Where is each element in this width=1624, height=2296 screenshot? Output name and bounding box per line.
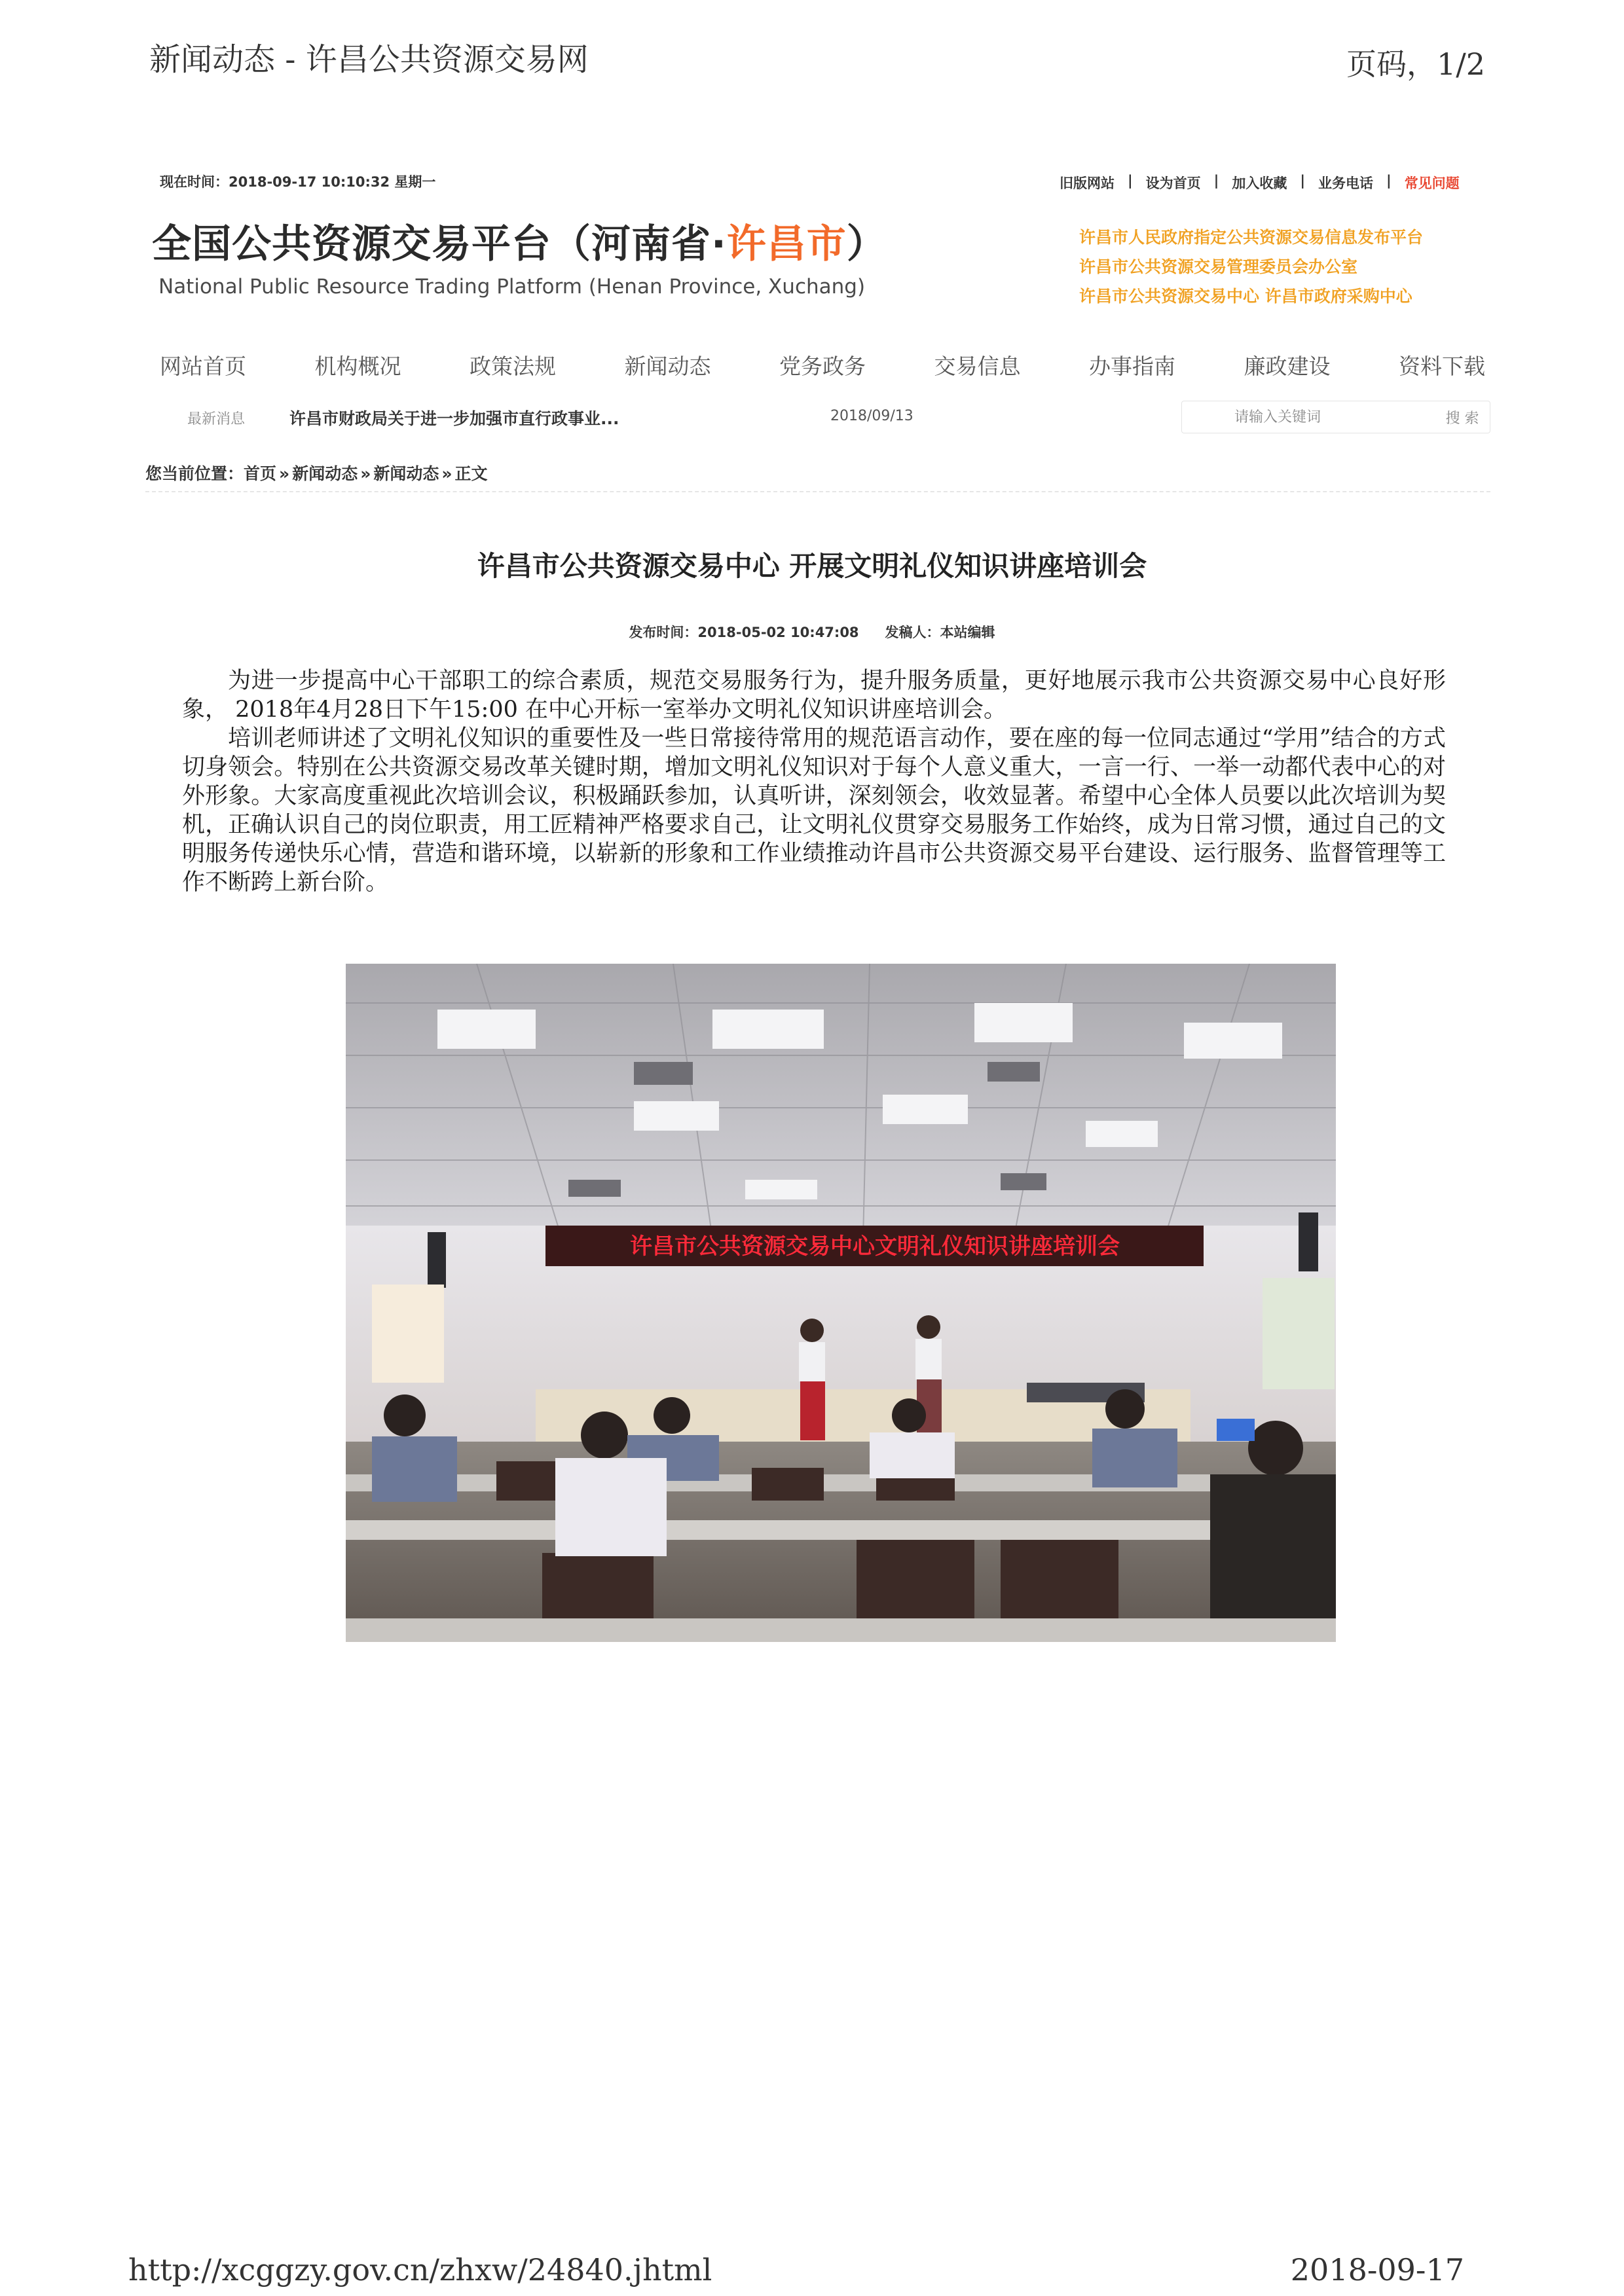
header-note: 许昌市公共资源交易中心 许昌市政府采购中心 [1079,287,1412,306]
article-meta [0,622,1624,642]
nav-item-guide[interactable]: 办事指南 [1089,354,1175,379]
breadcrumb-prefix: 您当前位置： [145,464,244,483]
main-nav [155,346,1490,385]
breadcrumb-separator: » [441,464,452,483]
breadcrumb-news-sub[interactable]: 新闻动态 [373,464,439,483]
site-logo-subtitle: National Public Resource Trading Platform (Henan Province, Xuchang) [158,275,866,299]
search-input[interactable] [1182,401,1435,433]
breadcrumb-current: 正文 [454,464,488,483]
top-link-separator: | [1300,173,1306,189]
latest-news-link[interactable]: 许昌市财政局关于进一步加强市直行政事业... [289,409,619,428]
nav-item-home[interactable]: 网站首页 [160,354,246,379]
search-box [1181,401,1490,433]
nav-item-integrity[interactable]: 廉政建设 [1244,354,1331,379]
breadcrumb [145,461,488,484]
nav-item-news[interactable]: 新闻动态 [624,354,711,379]
article-title: 许昌市公共资源交易中心 开展文明礼仪知识讲座培训会 [477,550,1147,582]
print-footer-url: http://xcggzy.gov.cn/zhxw/24840.jhtml [128,2252,712,2287]
print-footer-date: 2018-09-17 [1290,2252,1464,2287]
header-note: 许昌市公共资源交易管理委员会办公室 [1079,257,1358,276]
article-photo [346,964,1336,1642]
business-phone-link[interactable]: 业务电话 [1318,175,1374,191]
nav-item-policy[interactable]: 政策法规 [470,354,556,379]
training-room-photo [346,964,1336,1642]
current-time: 现在时间：2018-09-17 10:10:32 星期一 [160,174,436,190]
breadcrumb-news[interactable]: 新闻动态 [292,464,358,483]
top-links [1060,173,1485,195]
photo-led-banner: 许昌市公共资源交易中心文明礼仪知识讲座培训会 [630,1233,1120,1260]
breadcrumb-separator: » [279,464,290,483]
site-logo-title[interactable] [152,213,887,269]
article-paragraph: 为进一步提高中心干部职工的综合素质，规范交易服务行为，提升服务质量，更好地展示我市公共资源交易中心良好形象， 2018年4月28日下午15:00 在中心开标一室举办文明礼仪知识讲座培训会。 [182,668,1446,723]
search-button[interactable]: 搜 索 [1435,401,1490,433]
top-link-separator: | [1128,173,1133,189]
logo-title-city: 许昌市 [726,221,847,267]
publish-time: 发布时间：2018-05-02 10:47:08 [629,625,859,640]
old-site-link[interactable]: 旧版网站 [1060,175,1115,191]
print-page-number: 页码，1/2 [1346,46,1485,82]
header-note: 许昌市人民政府指定公共资源交易信息发布平台 [1079,228,1424,247]
breadcrumb-separator: » [360,464,371,483]
nav-item-downloads[interactable]: 资料下载 [1399,354,1485,379]
latest-news-label: 最新消息 [187,411,246,428]
print-header-title: 新闻动态 - 许昌公共资源交易网 [149,41,589,78]
news-ticker [160,399,1490,439]
nav-item-about[interactable]: 机构概况 [314,354,401,379]
breadcrumb-home[interactable]: 首页 [244,464,277,483]
article-author: 发稿人：本站编辑 [885,625,995,640]
header-notes [1079,223,1485,314]
nav-item-trading[interactable]: 交易信息 [934,354,1021,379]
set-homepage-link[interactable]: 设为首页 [1145,175,1201,191]
top-link-separator: | [1213,173,1219,189]
article-body [182,666,1446,897]
latest-news-date: 2018/09/13 [830,408,913,424]
faq-link[interactable]: 常见问题 [1404,175,1460,191]
top-link-separator: | [1386,173,1392,189]
logo-title-main: 全国公共资源交易平台（河南省· [152,221,727,267]
article-paragraph: 培训老师讲述了文明礼仪知识的重要性及一些日常接待常用的规范语言动作，要在座的每一位同志通过“学用”结合的方式切身领会。特别在公共资源交易改革关键时期，增加文明礼仪知识对于每个人意义重大，一言一行、一举一动都代表中心的对外形象。大家高度重视此次培训会议，积极踊跃参加，认真听讲，深刻领会，收效显著。希望中心全体人员要以此次培训为契机，正确认识自己的岗位职责，用工匠精神严格要求自己，让文明礼仪贯穿交易服务工作始终，成为日常习惯，通过自己的文明服务传递快乐心情，营造和谐环境，以崭新的形象和工作业绩推动许昌市公共资源交易平台建设、运行服务、监督管理等工作不断跨上新台阶。 [182,725,1446,896]
logo-title-end: ） [846,221,887,267]
add-favorite-link[interactable]: 加入收藏 [1232,175,1287,191]
breadcrumb-divider [145,491,1490,492]
nav-item-party[interactable]: 党务政务 [779,354,866,379]
